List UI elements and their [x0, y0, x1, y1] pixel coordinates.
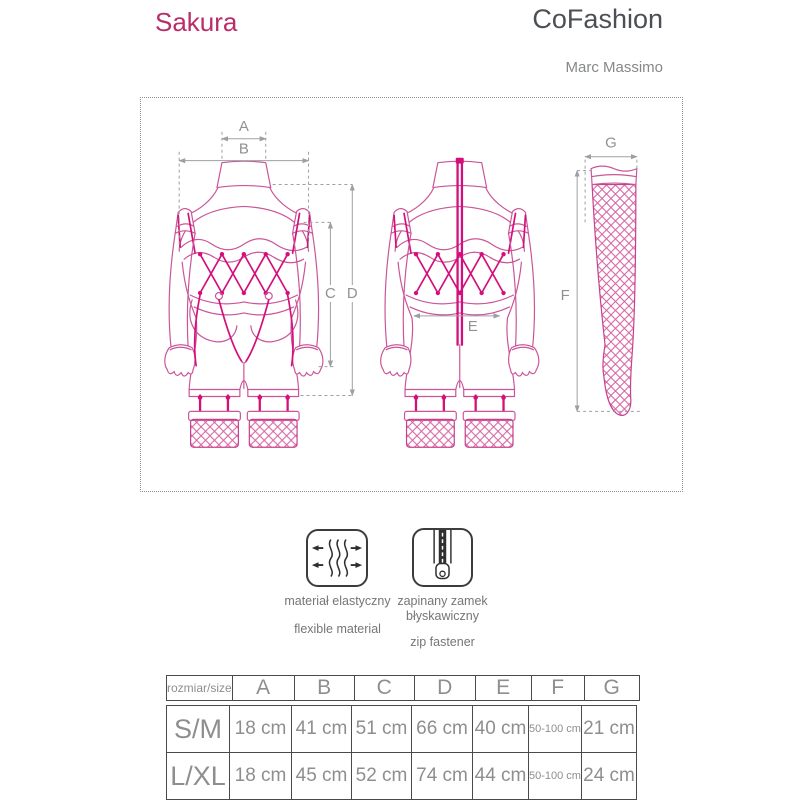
zipper-detail	[456, 158, 464, 388]
value-cell: 66 cm	[412, 706, 473, 753]
value-cell: 52 cm	[352, 753, 412, 800]
size-table	[166, 675, 640, 800]
table-row	[167, 706, 637, 753]
elastic-material-icon	[306, 529, 368, 587]
stocking-drawing	[591, 166, 637, 415]
size-table-header	[166, 675, 640, 701]
value-cell: 18 cm	[230, 706, 292, 753]
product-name: Sakura	[155, 7, 238, 37]
garment-diagram-box	[140, 97, 683, 492]
column-header-a: A	[232, 676, 294, 701]
garment-diagram	[141, 98, 682, 491]
zip-caption-en: zip fastener	[410, 635, 475, 649]
value-cell: 24 cm	[582, 753, 637, 800]
column-header-g: G	[584, 676, 639, 701]
zip-caption-pl-line2: błyskawiczny	[406, 609, 479, 623]
size-table-corner-label: rozmiar/size	[167, 676, 233, 701]
column-header-c: C	[354, 676, 414, 701]
dim-label-d: D	[346, 284, 358, 302]
dim-label-f: F	[560, 286, 570, 304]
value-cell: 50-100 cm	[529, 753, 582, 800]
table-row	[167, 676, 640, 701]
dim-label-g: G	[605, 134, 617, 152]
front-view-drawing	[165, 161, 323, 447]
value-cell: 41 cm	[292, 706, 352, 753]
column-header-e: E	[475, 676, 531, 701]
column-header-d: D	[414, 676, 475, 701]
size-table-body	[166, 705, 637, 800]
dim-label-b: B	[238, 140, 249, 158]
elastic-caption-pl: materiał elastyczny	[284, 594, 391, 608]
brand-name: CoFashion	[532, 4, 663, 34]
value-cell: 40 cm	[473, 706, 529, 753]
size-name-sm: S/M	[167, 706, 230, 753]
elastic-caption-en: flexible material	[294, 622, 381, 636]
column-header-b: B	[294, 676, 354, 701]
size-name-lxl: L/XL	[167, 753, 230, 800]
zip-fastener-caption	[370, 594, 515, 650]
back-view-drawing	[381, 158, 539, 448]
column-header-f: F	[531, 676, 584, 701]
value-cell: 45 cm	[292, 753, 352, 800]
zip-caption-pl-line1: zapinany zamek	[397, 594, 488, 608]
value-cell: 44 cm	[473, 753, 529, 800]
dim-label-a: A	[238, 117, 249, 135]
zip-fastener-icon	[412, 528, 473, 587]
value-cell: 50-100 cm	[529, 706, 582, 753]
dim-label-e: E	[467, 317, 478, 335]
value-cell: 74 cm	[412, 753, 473, 800]
dimension-annotations	[179, 118, 642, 412]
value-cell: 21 cm	[582, 706, 637, 753]
dim-label-c: C	[325, 284, 336, 302]
designer-name: Marc Massimo	[565, 59, 663, 76]
value-cell: 18 cm	[230, 753, 292, 800]
value-cell: 51 cm	[352, 706, 412, 753]
table-row	[167, 753, 637, 800]
